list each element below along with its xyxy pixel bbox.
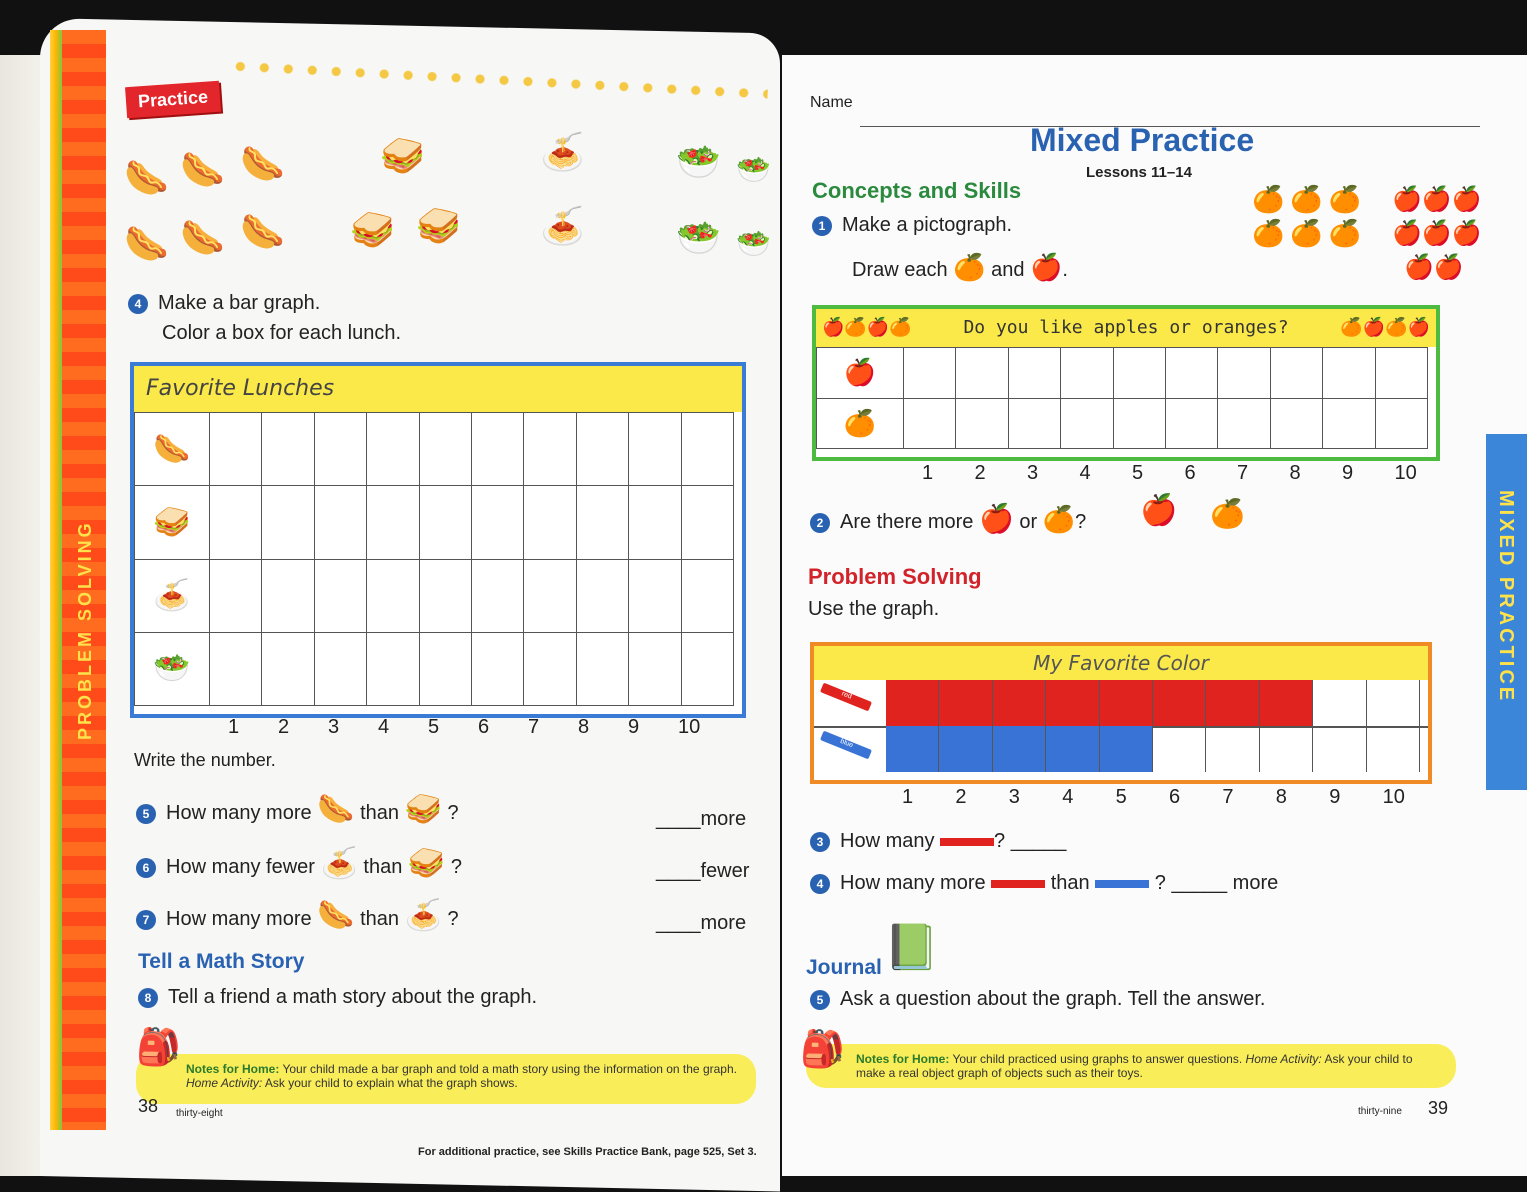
bar-blue-cell[interactable] xyxy=(886,726,939,772)
question-number: 8 xyxy=(138,988,158,1008)
apple-choice-icon[interactable]: 🍎 xyxy=(1140,494,1178,527)
hot-dog-icon: 🌭 xyxy=(317,899,355,932)
question-number: 7 xyxy=(136,910,156,930)
axis-tick-label: 3 xyxy=(1008,786,1020,808)
notes-for-home-left xyxy=(136,1054,756,1104)
grid-cell[interactable] xyxy=(1008,398,1060,449)
axis-tick-label: 1 xyxy=(228,716,240,738)
bar-red-cell[interactable] xyxy=(886,680,939,726)
and-text: and xyxy=(991,259,1025,281)
grid-cell[interactable] xyxy=(1375,348,1427,399)
grid-cell[interactable] xyxy=(1113,348,1165,399)
bar-red-cell[interactable] xyxy=(1153,680,1206,726)
than-text: than xyxy=(1050,872,1090,894)
grid-cell[interactable] xyxy=(524,486,576,559)
axis-tick-label: 2 xyxy=(278,716,290,738)
axis-tick-label: 4 xyxy=(378,716,390,738)
notes-text: Your child made a bar graph and told a math story using the information on the graph. xyxy=(279,1062,737,1076)
grid-cell[interactable] xyxy=(681,413,733,486)
axis-tick-label: 8 xyxy=(578,716,590,738)
axis-tick-label: 1 xyxy=(922,462,934,484)
orange-icon: 🍊 xyxy=(817,398,904,449)
hot-dog-icon: 🌭 xyxy=(180,217,225,258)
answer-unit: more xyxy=(700,912,747,934)
favorite-lunches-chart xyxy=(130,362,746,718)
axis-tick-label: 9 xyxy=(1342,462,1354,484)
grid-cell[interactable] xyxy=(524,632,576,705)
grid-cell[interactable] xyxy=(471,413,523,486)
question-mark: ? xyxy=(450,856,462,878)
grid-cell[interactable] xyxy=(210,632,262,705)
question-5-right xyxy=(810,988,1265,1011)
journal-heading: Journal xyxy=(806,956,882,979)
question-text: Tell a friend a math story about the graph. xyxy=(168,986,538,1008)
bar-red-cell[interactable] xyxy=(1260,680,1313,726)
grid-cell[interactable] xyxy=(367,559,419,632)
hot-dog-icon: 🌭 xyxy=(135,413,210,486)
favorite-color-chart xyxy=(810,642,1432,784)
hot-dog-icon: 🌭 xyxy=(124,157,169,198)
axis-tick-label: 2 xyxy=(974,462,986,484)
pictograph-grid xyxy=(816,347,1428,449)
page-word-right: thirty-nine xyxy=(1358,1106,1402,1117)
grid-cell[interactable] xyxy=(681,632,733,705)
grid-cell[interactable] xyxy=(1367,726,1420,772)
footer-practice-note: For additional practice, see Skills Practice Bank, page 525, Set 3. xyxy=(418,1146,757,1158)
question-4-line-2: Color a box for each lunch. xyxy=(162,322,402,344)
answer-unit: fewer xyxy=(700,860,750,882)
blue-crayon-icon xyxy=(1095,880,1149,888)
pictograph-title-text: Do you like apples or oranges? xyxy=(963,317,1289,338)
page-number-left: 38 xyxy=(138,1096,159,1116)
grid-cell[interactable] xyxy=(681,486,733,559)
grid-cell[interactable] xyxy=(262,486,314,559)
grid-cell[interactable] xyxy=(904,348,956,399)
grid-cell[interactable] xyxy=(629,413,681,486)
axis-tick-label: 1 xyxy=(902,786,914,808)
grid-cell[interactable] xyxy=(576,486,628,559)
axis-tick-label: 10 xyxy=(1382,786,1405,808)
apples-oranges-pictograph xyxy=(812,305,1440,461)
apple-icon: 🍎 xyxy=(1030,252,1063,282)
sandwich-icon: 🥪 xyxy=(350,209,395,250)
salad-icon: 🥗 xyxy=(676,217,721,258)
question-mark: ? xyxy=(447,802,459,824)
spaghetti-icon: 🍝 xyxy=(320,847,358,880)
axis-tick-label: 7 xyxy=(1237,462,1249,484)
concepts-and-skills-heading: Concepts and Skills xyxy=(812,178,1022,203)
sandwich-icon: 🥪 xyxy=(416,205,461,246)
question-1 xyxy=(812,214,1012,237)
axis-tick-label: 10 xyxy=(1394,462,1417,484)
backpack-icon: 🎒 xyxy=(136,1026,181,1067)
color-bar-area xyxy=(886,680,1420,772)
bar-blue-cell[interactable] xyxy=(993,726,1046,772)
left-color-edge xyxy=(50,30,62,1130)
question-5 xyxy=(136,792,459,827)
question-number: 3 xyxy=(810,832,830,852)
axis-tick-label: 3 xyxy=(328,716,340,738)
grid-cell[interactable] xyxy=(367,413,419,486)
problem-solving-heading: Problem Solving xyxy=(808,564,982,589)
page-number-right: 39 xyxy=(1428,1098,1449,1118)
spaghetti-icon: 🍝 xyxy=(540,131,585,172)
axis-tick-label: 2 xyxy=(955,786,967,808)
page-word-left: thirty-eight xyxy=(176,1108,223,1119)
salad-icon: 🥗 xyxy=(736,154,771,185)
bar-red-cell[interactable] xyxy=(993,680,1046,726)
mixed-practice-side-label: MIXED PRACTICE xyxy=(1495,490,1517,704)
answer-4[interactable]: _____ xyxy=(1171,872,1228,894)
hot-dog-icon: 🌭 xyxy=(317,793,355,826)
question-number: 4 xyxy=(810,874,830,894)
bar-red-cell[interactable] xyxy=(939,680,992,726)
grid-cell[interactable] xyxy=(1218,348,1270,399)
bar-blue-cell[interactable] xyxy=(1046,726,1099,772)
hot-dog-icon: 🌭 xyxy=(180,149,225,190)
question-mark: ? xyxy=(1075,511,1087,533)
grid-cell[interactable] xyxy=(419,486,471,559)
question-number: 6 xyxy=(136,858,156,878)
grid-cell[interactable] xyxy=(1153,726,1206,772)
lessons-subtitle: Lessons 11–14 xyxy=(1086,164,1192,181)
answer-7[interactable]: ____more xyxy=(656,912,747,934)
lunch-grid xyxy=(134,412,734,706)
grid-cell[interactable] xyxy=(314,486,366,559)
grid-cell[interactable] xyxy=(419,632,471,705)
apple-icon: 🍎 xyxy=(978,503,1014,534)
grid-cell[interactable] xyxy=(1260,726,1313,772)
question-8 xyxy=(138,986,537,1009)
orange-icon: 🍊🍊🍊 xyxy=(1252,184,1368,214)
notes-label: Notes for Home: xyxy=(856,1052,950,1066)
grid-cell[interactable] xyxy=(1165,348,1217,399)
grid-cell[interactable] xyxy=(629,632,681,705)
practice-tag: Practice xyxy=(125,81,221,118)
problem-solving-side-label: PROBLEM SOLVING xyxy=(75,520,95,740)
than-text: than xyxy=(363,856,403,878)
hot-dog-icon: 🌭 xyxy=(124,223,169,264)
answer-unit: more xyxy=(700,808,747,830)
question-number: 2 xyxy=(810,513,830,533)
question-text: How many more xyxy=(166,908,312,930)
grid-cell[interactable] xyxy=(1270,348,1322,399)
grid-cell[interactable] xyxy=(314,413,366,486)
axis-tick-label: 9 xyxy=(1329,786,1341,808)
answer-unit: more xyxy=(1232,872,1279,894)
notes-activity: Ask your child to explain what the graph shows. xyxy=(262,1076,518,1090)
grid-cell[interactable] xyxy=(210,559,262,632)
question-mark: ? xyxy=(447,908,459,930)
question-text: How many fewer xyxy=(166,856,315,878)
apple-icon: 🍎🍎 xyxy=(1404,254,1464,281)
grid-cell[interactable] xyxy=(1165,398,1217,449)
question-text: Ask a question about the graph. Tell the answer. xyxy=(840,988,1266,1010)
bar-red-cell[interactable] xyxy=(1100,680,1153,726)
question-mark: ? xyxy=(1154,872,1166,894)
draw-each-instruction xyxy=(852,252,1068,283)
question-mark: ? xyxy=(994,830,1006,852)
question-text: Make a bar graph. xyxy=(158,292,321,314)
red-crayon-icon xyxy=(991,880,1045,888)
question-3 xyxy=(810,830,1066,853)
question-text: How many more xyxy=(840,872,986,894)
question-4 xyxy=(128,292,320,315)
grid-cell[interactable] xyxy=(1113,398,1165,449)
question-number: 5 xyxy=(810,990,830,1010)
blue-crayon-icon xyxy=(820,731,872,760)
tell-a-math-story-heading: Tell a Math Story xyxy=(138,950,305,973)
grid-cell[interactable] xyxy=(419,413,471,486)
grid-cell[interactable] xyxy=(262,559,314,632)
axis-tick-label: 5 xyxy=(1115,786,1127,808)
than-text: than xyxy=(360,802,400,824)
axis-tick-label: 8 xyxy=(1275,786,1287,808)
hot-dog-icon: 🌭 xyxy=(240,211,285,252)
salad-icon: 🥗 xyxy=(736,228,771,259)
question-number: 4 xyxy=(128,294,148,314)
draw-each-text: Draw each xyxy=(852,259,948,281)
sandwich-icon: 🥪 xyxy=(404,793,442,826)
notes-text: Your child practiced using graphs to answer questions. xyxy=(949,1052,1246,1066)
hot-dog-icon: 🌭 xyxy=(240,143,285,184)
axis-tick-label: 6 xyxy=(478,716,490,738)
notes-activity-label: Home Activity: xyxy=(186,1076,263,1090)
grid-cell[interactable] xyxy=(1375,398,1427,449)
orange-icon: 🍊🍊🍊 xyxy=(1252,218,1368,248)
grid-cell[interactable] xyxy=(1313,680,1366,726)
axis-tick-label: 3 xyxy=(1027,462,1039,484)
axis-tick-label: 5 xyxy=(1132,462,1144,484)
notes-label: Notes for Home: xyxy=(186,1062,280,1076)
notes-for-home-right xyxy=(806,1044,1456,1088)
notebook-icon: 📗 xyxy=(884,923,939,972)
grid-cell[interactable] xyxy=(1061,348,1113,399)
answer-6[interactable]: ____fewer xyxy=(656,860,750,882)
red-crayon-icon xyxy=(940,838,994,846)
salad-icon: 🥗 xyxy=(676,141,721,182)
grid-cell[interactable] xyxy=(314,632,366,705)
axis-tick-label: 7 xyxy=(1222,786,1234,808)
spaghetti-icon: 🍝 xyxy=(135,559,210,632)
apple-icon: 🍎 xyxy=(817,348,904,399)
question-text: How many more xyxy=(166,802,312,824)
grid-cell[interactable] xyxy=(262,632,314,705)
question-6 xyxy=(136,846,462,881)
fruit-border-icon: 🍎🍊🍎🍊 xyxy=(822,317,912,338)
answer-3[interactable]: _____ xyxy=(1010,830,1067,852)
axis-tick-label: 4 xyxy=(1079,462,1091,484)
grid-cell[interactable] xyxy=(629,559,681,632)
question-number: 1 xyxy=(812,216,832,236)
grid-cell[interactable] xyxy=(471,559,523,632)
grid-cell[interactable] xyxy=(1218,398,1270,449)
grid-cell[interactable] xyxy=(210,413,262,486)
grid-cell[interactable] xyxy=(1061,398,1113,449)
red-crayon-icon xyxy=(820,683,872,712)
grid-cell[interactable] xyxy=(956,398,1008,449)
grid-cell[interactable] xyxy=(576,413,628,486)
grid-cell[interactable] xyxy=(681,559,733,632)
notes-activity-label: Home Activity: xyxy=(1245,1052,1322,1066)
grid-cell[interactable] xyxy=(210,486,262,559)
bar-red-cell[interactable] xyxy=(1046,680,1099,726)
question-2 xyxy=(810,502,1086,535)
or-text: or xyxy=(1019,511,1038,533)
axis-tick-label: 9 xyxy=(628,716,640,738)
axis-tick-label: 6 xyxy=(1169,786,1181,808)
grid-cell[interactable] xyxy=(1270,398,1322,449)
axis-tick-label: 5 xyxy=(428,716,440,738)
axis-tick-label: 4 xyxy=(1062,786,1074,808)
answer-5[interactable]: ____more xyxy=(656,808,747,830)
grid-cell[interactable] xyxy=(367,486,419,559)
apple-icon: 🍎🍎🍎 xyxy=(1392,186,1482,213)
notes-activity: Ask your child to make a real object graph of objects such as their toys. xyxy=(856,1052,1413,1080)
orange-icon: 🍊 xyxy=(1042,504,1076,534)
grid-cell[interactable] xyxy=(1206,726,1259,772)
question-number: 5 xyxy=(136,804,156,824)
axis-tick-label: 6 xyxy=(1184,462,1196,484)
grid-cell[interactable] xyxy=(471,486,523,559)
question-text: Make a pictograph. xyxy=(842,214,1013,236)
question-text: How many xyxy=(840,830,935,852)
axis-tick-label: 7 xyxy=(528,716,540,738)
grid-cell[interactable] xyxy=(629,486,681,559)
grid-cell[interactable] xyxy=(1008,348,1060,399)
grid-cell[interactable] xyxy=(956,348,1008,399)
grid-cell[interactable] xyxy=(262,413,314,486)
grid-cell[interactable] xyxy=(1323,348,1375,399)
grid-cell[interactable] xyxy=(524,559,576,632)
crayon-label: red xyxy=(840,690,853,701)
orange-choice-icon[interactable]: 🍊 xyxy=(1210,498,1245,529)
sandwich-icon: 🥪 xyxy=(380,135,425,176)
use-graph-instruction: Use the graph. xyxy=(808,598,940,620)
orange-icon: 🍊 xyxy=(953,252,986,282)
apple-icon: 🍎🍎🍎 xyxy=(1392,220,1482,247)
grid-cell[interactable] xyxy=(471,632,523,705)
write-number-instruction: Write the number. xyxy=(134,750,276,770)
than-text: than xyxy=(360,908,400,930)
axis-tick-label: 8 xyxy=(1289,462,1301,484)
question-7 xyxy=(136,898,459,933)
fruit-border-icon: 🍊🍎🍊🍎 xyxy=(1340,317,1430,338)
name-label: Name xyxy=(810,94,853,111)
grid-cell[interactable] xyxy=(1313,726,1366,772)
sandwich-icon: 🥪 xyxy=(135,486,210,559)
pictograph-title xyxy=(816,309,1436,347)
period: . xyxy=(1062,259,1068,281)
axis-tick-label: 10 xyxy=(678,716,701,738)
grid-cell[interactable] xyxy=(1323,398,1375,449)
grid-cell[interactable] xyxy=(314,559,366,632)
spaghetti-icon: 🍝 xyxy=(540,205,585,246)
bar-blue-cell[interactable] xyxy=(1100,726,1153,772)
bar-red-cell[interactable] xyxy=(1206,680,1259,726)
crayon-label: blue xyxy=(839,737,855,750)
grid-cell[interactable] xyxy=(367,632,419,705)
page-title: Mixed Practice xyxy=(1030,122,1255,158)
grid-cell[interactable] xyxy=(576,559,628,632)
grid-cell[interactable] xyxy=(419,559,471,632)
grid-cell[interactable] xyxy=(904,398,956,449)
question-text: Are there more xyxy=(840,511,974,533)
question-4-right xyxy=(810,872,1278,895)
spaghetti-icon: 🍝 xyxy=(404,899,442,932)
sandwich-icon: 🥪 xyxy=(407,847,446,880)
backpack-icon: 🎒 xyxy=(800,1028,845,1069)
grid-cell[interactable] xyxy=(1367,680,1420,726)
chart-title: My Favorite Color xyxy=(814,646,1428,680)
grid-cell[interactable] xyxy=(524,413,576,486)
salad-icon: 🥗 xyxy=(135,632,210,705)
chart-title: Favorite Lunches xyxy=(134,366,742,412)
bar-blue-cell[interactable] xyxy=(939,726,992,772)
grid-cell[interactable] xyxy=(576,632,628,705)
